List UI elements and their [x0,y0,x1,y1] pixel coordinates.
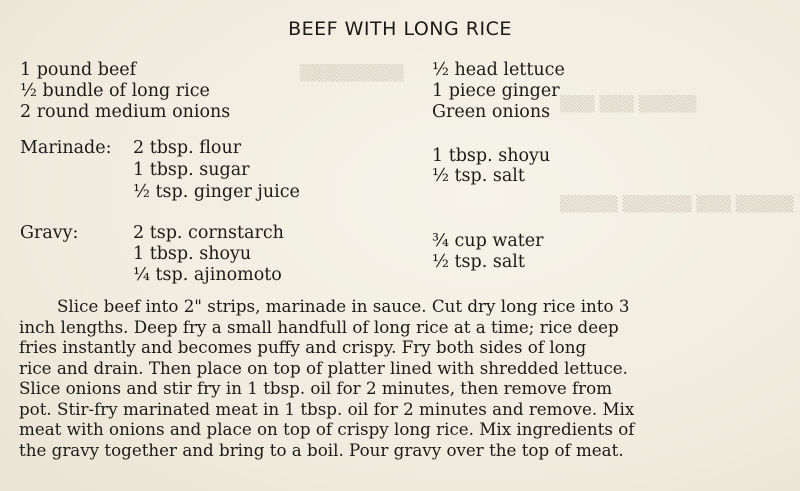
ingredient: ½ bundle of long rice [20,81,210,101]
marinade-ingredient: 1 tbsp. shoyu [432,146,551,166]
gravy-ingredient: ¼ tsp. ajinomoto [133,265,282,285]
gravy-ingredient: 2 tsp. cornstarch [133,223,284,243]
instruction-line: the gravy together and bring to a boil. Pour gravy over the top of meat. [19,439,624,460]
bleed-through-text: ▒▒▒▒▒▒▒▒▒ [300,64,404,82]
instruction-line: fries instantly and becomes puffy and crispy. Fry both sides of long [19,337,587,357]
gravy-ingredient: ½ tsp. salt [432,252,525,272]
recipe-title: BEEF WITH LONG RICE [288,18,512,40]
instructions-paragraph [19,296,779,460]
bleed-through-text: ▒▒▒▒▒ ▒▒▒▒▒▒ ▒▒▒ ▒▒▒▒▒ [560,195,794,213]
marinade-ingredient: ½ tsp. ginger juice [133,182,300,202]
instruction-line: pot. Stir-fry marinated meat in 1 tbsp. oil for 2 minutes and remove. Mix [19,398,635,419]
marinade-ingredient: ½ tsp. salt [432,166,525,186]
marinade-ingredient: 1 tbsp. sugar [133,160,250,180]
instruction-line: inch lengths. Deep fry a small handfull of long rice at a time; rice deep [19,316,619,337]
ingredient: 1 piece ginger [432,81,560,101]
bleed-through-text: ▒▒▒ ▒▒▒ ▒▒▒▒▒ [560,95,697,113]
gravy-label: Gravy: [20,223,79,243]
marinade-label: Marinade: [20,138,112,158]
ingredient: 1 pound beef [20,60,137,80]
instruction-line: rice and drain. Then place on top of platter lined with shredded lettuce. [19,357,628,378]
gravy-ingredient: 1 tbsp. shoyu [133,244,252,264]
instruction-line: Slice beef into 2" strips, marinade in sauce. Cut dry long rice into 3 [57,296,630,316]
instruction-line: meat with onions and place on top of crispy long rice. Mix ingredients of [19,419,635,439]
marinade-ingredient: 2 tbsp. flour [133,138,242,158]
ingredient: ½ head lettuce [432,60,565,80]
ingredient: 2 round medium onions [20,102,231,122]
instruction-line: Slice onions and stir fry in 1 tbsp. oil for 2 minutes, then remove from [19,378,613,398]
ingredient: Green onions [432,102,551,122]
gravy-ingredient: ¾ cup water [432,231,544,251]
